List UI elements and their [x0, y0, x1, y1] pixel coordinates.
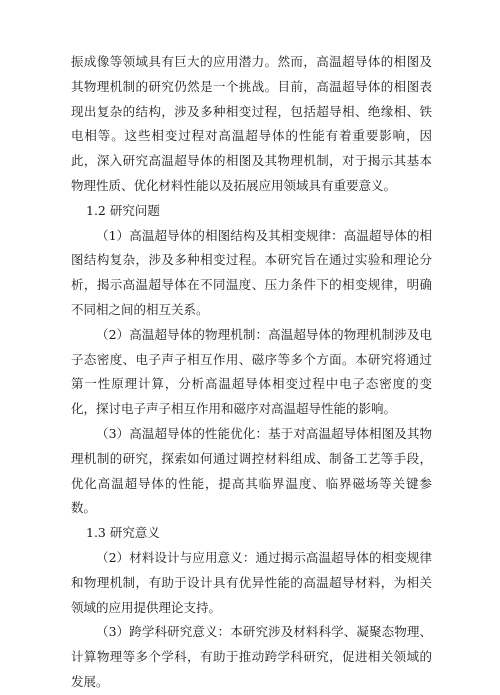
section-heading-1-2: 1.2 研究问题: [86, 202, 160, 218]
significance-2: （2）材料设计与应用意义：通过揭示高温超导体的相变规律和物理机制，有助于设计具有优异性能的高温超导材料，为相关领域的应用提供理论支持。: [71, 549, 432, 615]
document-body: [71, 50, 432, 695]
significance-3: （3）跨学科研究意义：本研究涉及材料科学、凝聚态物理、计算物理等多个学科，有助于推动跨学科研究，促进相关领域的发展。: [71, 624, 432, 689]
research-question-2: （2）高温超导体的物理机制：高温超导体的物理机制涉及电子态密度、电子声子相互作用、磁序等多个方面。本研究将通过第一性原理计算，分析高温超导体相变过程中电子态密度的变化，探讨电子声子相互作用和磁序对高温超导性能的影响。: [71, 326, 432, 417]
research-question-3: （3）高温超导体的性能优化：基于对高温超导体相图及其物理机制的研究，探索如何通过调控材料组成、制备工艺等手段，优化高温超导体的性能，提高其临界温度、临界磁场等关键参数。: [71, 425, 432, 516]
intro-paragraph: 振成像等领域具有巨大的应用潜力。然而，高温超导体的相图及其物理机制的研究仍然是一个挑战。目前，高温超导体的相图表现出复杂的结构，涉及多种相变过程，包括超导相、绝缘相、铁电相等。这些相变过程对高温超导体的性能有着重要影响，因此，深入研究高温超导体的相图及其物理机制，对于揭示其基本物理性质、优化材料性能以及拓展应用领域具有重要意义。: [71, 54, 432, 193]
research-question-1: （1）高温超导体的相图结构及其相变规律：高温超导体的相图结构复杂，涉及多种相变过程。本研究旨在通过实验和理论分析，揭示高温超导体在不同温度、压力条件下的相变规律，明确不同相之间的相互关系。: [71, 227, 432, 317]
section-heading-1-3: 1.3 研究意义: [86, 525, 160, 541]
